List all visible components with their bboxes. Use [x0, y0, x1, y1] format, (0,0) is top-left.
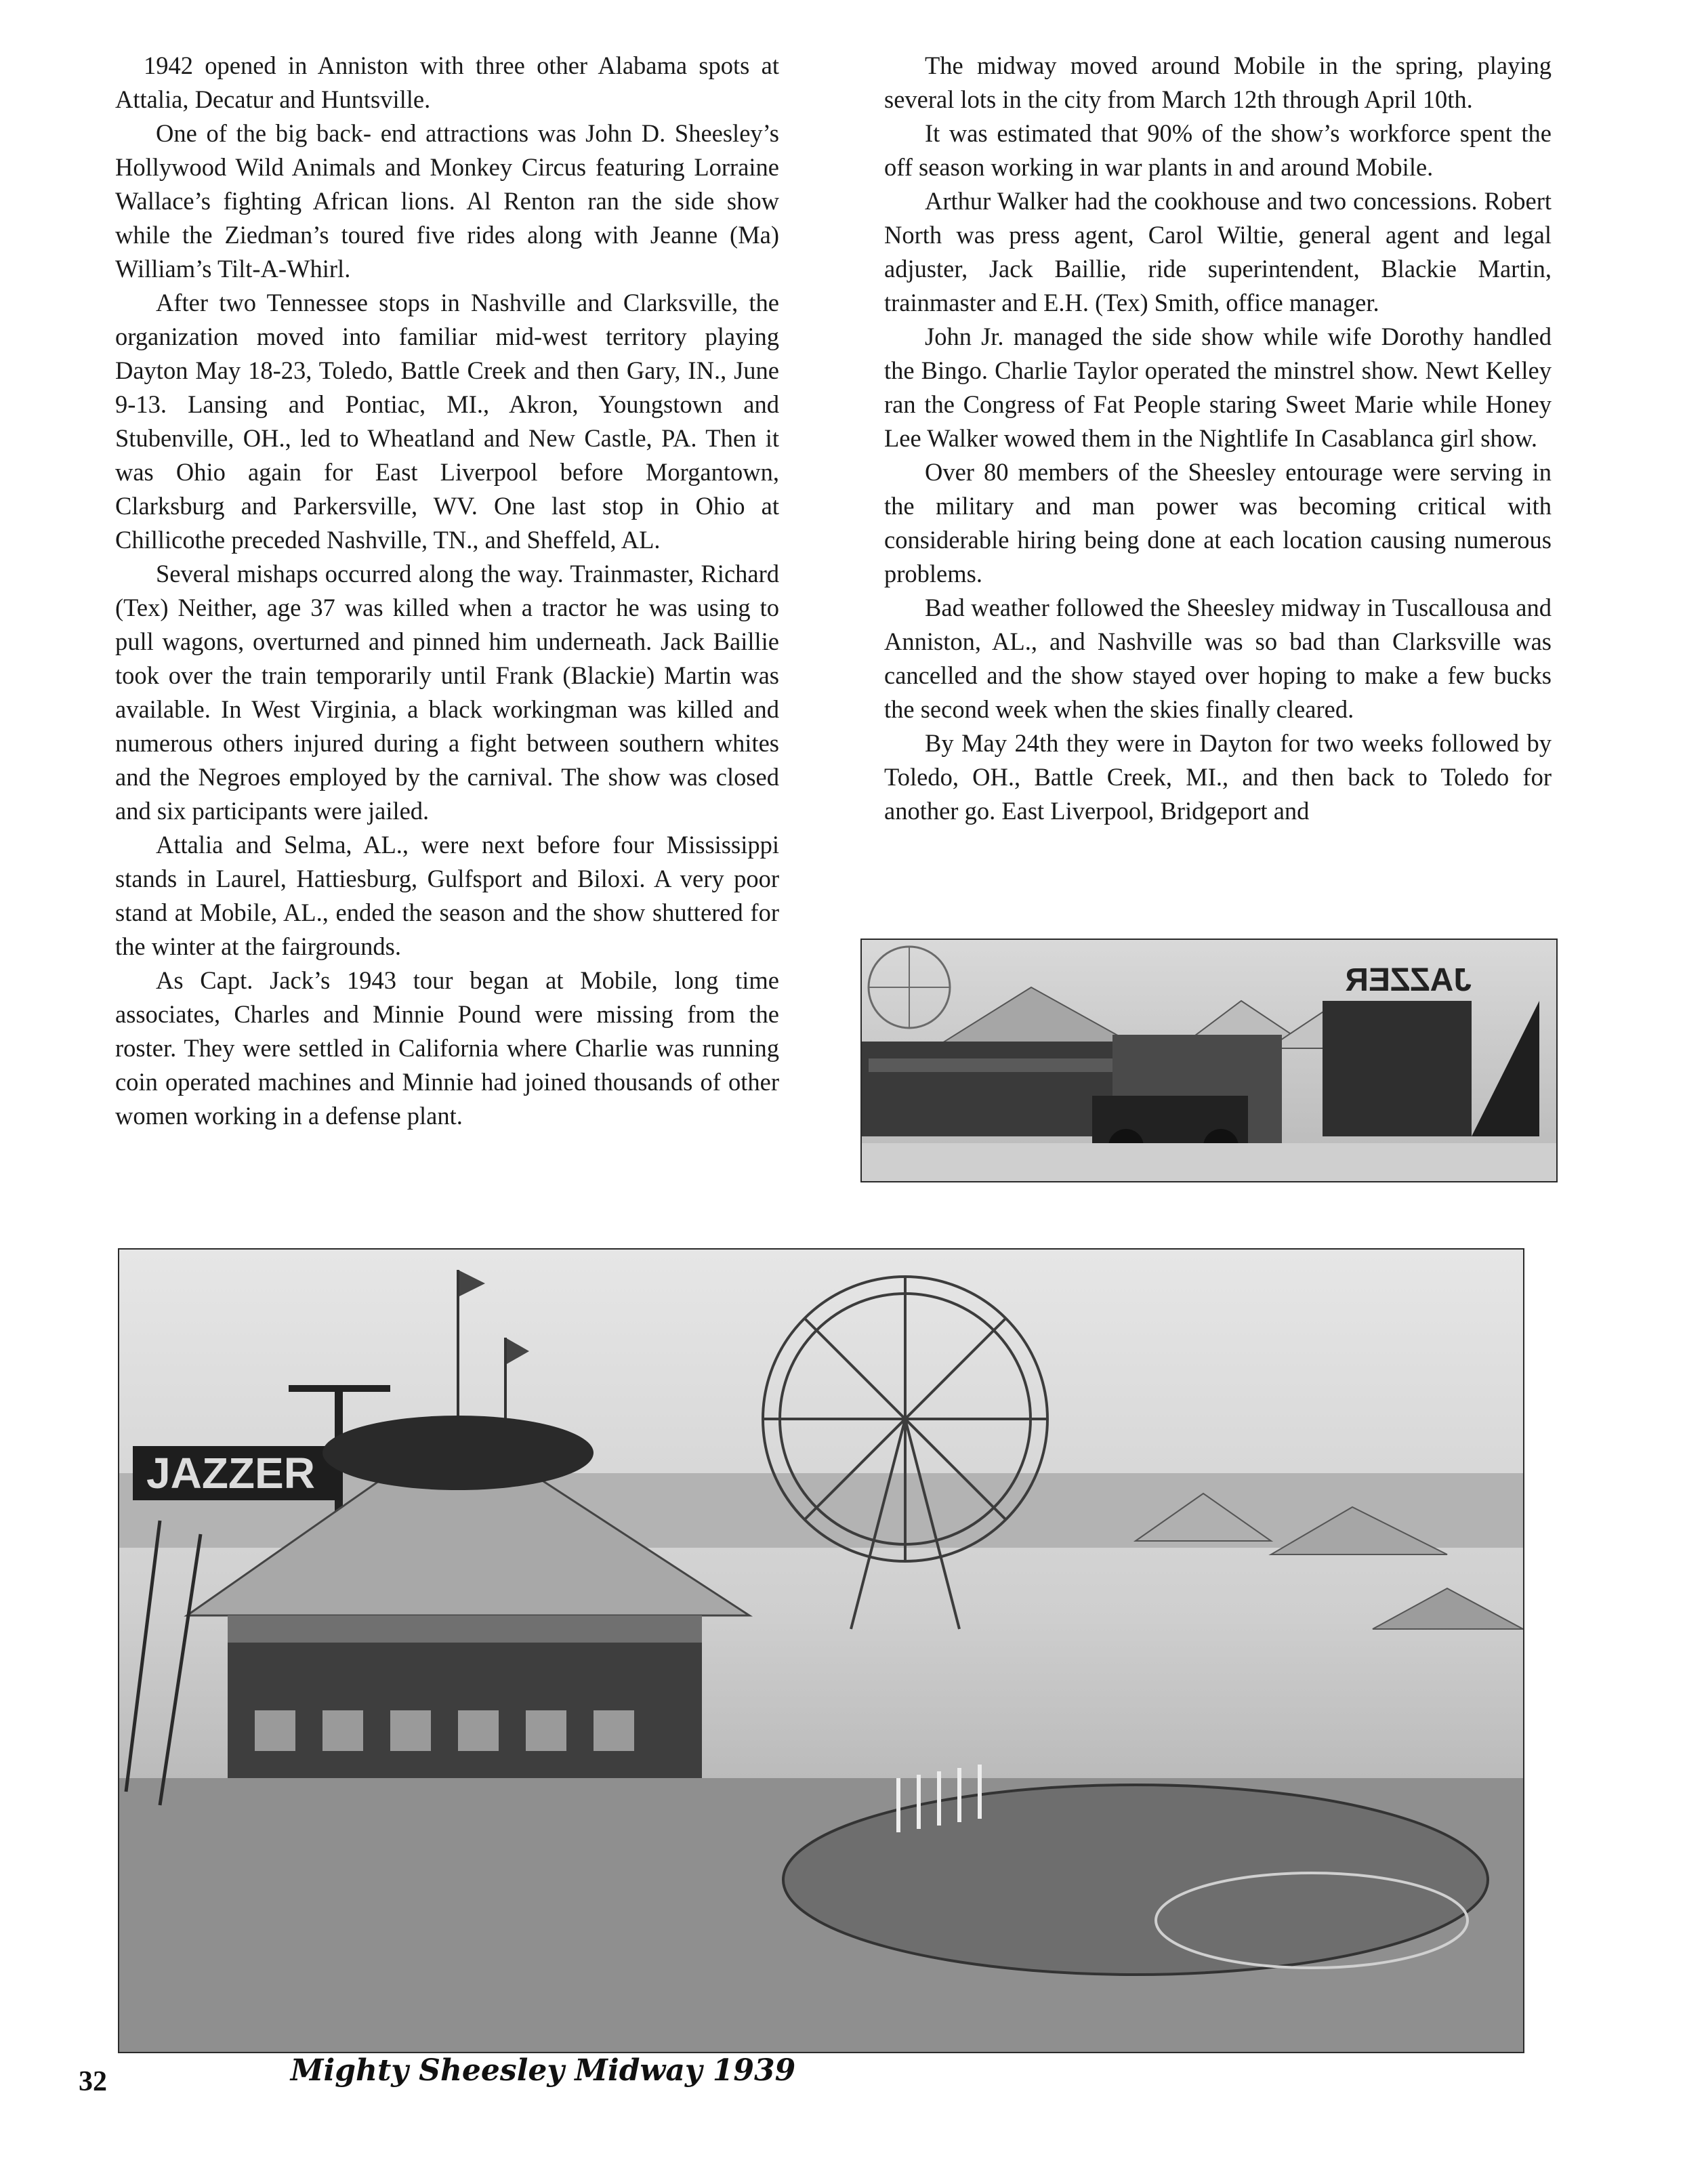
- left-text-column: [115, 49, 779, 1133]
- paragraph: Attalia and Selma, AL., were next before four Mississippi stands in Laurel, Hattiesburg, Gulfsport and Biloxi. A very poor stand at Mobile, AL., ended the season and the show shuttered for the winter at the fairgrounds.: [115, 831, 779, 960]
- carnival-wagons-illustration: [862, 940, 1556, 1181]
- paragraph: Over 80 members of the Sheesley entourage were serving in the military and man power was becoming critical with considerable hiring being done at each location causing numerous problems.: [884, 458, 1552, 588]
- right-text-column: [884, 49, 1552, 828]
- paragraph: After two Tennessee stops in Nashville and Clarksville, the organization moved into familiar mid-west territory playing Dayton May 18-23, Toledo, Battle Creek and then Gary, IN., June 9-13. Lansing and Pontiac, MI., Akron, Youngstown and Stubenville, OH., led to Wheatland and New Castle, PA. Then it was Ohio again for East Liverpool before Morgantown, Clarksburg and Parkersville, WV. One last stop in Ohio at Chillicothe preceded Nashville, TN., and Sheffeld, AL.: [115, 289, 779, 554]
- paragraph: Bad weather followed the Sheesley midway in Tuscallousa and Anniston, AL., and Nashville was so bad than Clarksville was cancelled and the show stayed over hoping to make a few bucks the second week when the skies finally cleared.: [884, 594, 1552, 723]
- paragraph: The midway moved around Mobile in the spring, playing several lots in the city from March 12th through April 10th.: [884, 51, 1552, 113]
- paragraph: Several mishaps occurred along the way. Trainmaster, Richard (Tex) Neither, age 37 was killed when a tractor he was using to pull wagons, overturned and pinned him underneath. Jack Baillie took over the train temporarily until Frank (Blackie) Martin was available. In West Virginia, a black workingman was killed and numerous others injured during a fight between southern whites and the Negroes employed by the carnival. The show was closed and six participants were jailed.: [115, 560, 779, 825]
- photo-caption: Mighty Sheesley Midway 1939: [290, 2053, 796, 2088]
- paragraph: John Jr. managed the side show while wife Dorothy handled the Bingo. Charlie Taylor operated the minstrel show. Newt Kelley ran the Congress of Fat People staring Sweet Marie while Honey Lee Walker wowed them in the Nightlife In Casablanca girl show.: [884, 323, 1552, 452]
- photo-large-sign: JAZZER: [146, 1449, 315, 1498]
- paragraph: By May 24th they were in Dayton for two weeks followed by Toledo, OH., Battle Creek, MI., and then back to Toledo for another go. East Liverpool, Bridgeport and: [884, 729, 1552, 825]
- page-number: 32: [79, 2066, 107, 2097]
- paragraph: Arthur Walker had the cookhouse and two concessions. Robert North was press agent, Carol Wiltie, general agent and legal adjuster, Jack Baillie, ride superintendent, Blackie Martin, trainmaster and E.H. (Tex) Smith, office manager.: [884, 187, 1552, 316]
- midway-photo: [118, 1248, 1524, 2053]
- paragraph: 1942 opened in Anniston with three other Alabama spots at Attalia, Decatur and Huntsville.: [115, 51, 779, 113]
- photo-small-sign: JAZZER: [1345, 962, 1472, 998]
- carnival-wagons-photo: [860, 939, 1558, 1182]
- paragraph: As Capt. Jack’s 1943 tour began at Mobile, long time associates, Charles and Minnie Pound were missing from the roster. They were settled in California where Charlie was running coin operated machines and Minnie had joined thousands of other women working in a defense plant.: [115, 966, 779, 1130]
- paragraph: It was estimated that 90% of the show’s workforce spent the off season working in war plants in and around Mobile.: [884, 119, 1552, 181]
- midway-illustration: [119, 1250, 1523, 2052]
- paragraph: One of the big back- end attractions was John D. Sheesley’s Hollywood Wild Animals and Monkey Circus featuring Lorraine Wallace’s fighting African lions. Al Renton ran the side show while the Ziedman’s toured five rides along with Jeanne (Ma) William’s Tilt-A-Whirl.: [115, 119, 779, 283]
